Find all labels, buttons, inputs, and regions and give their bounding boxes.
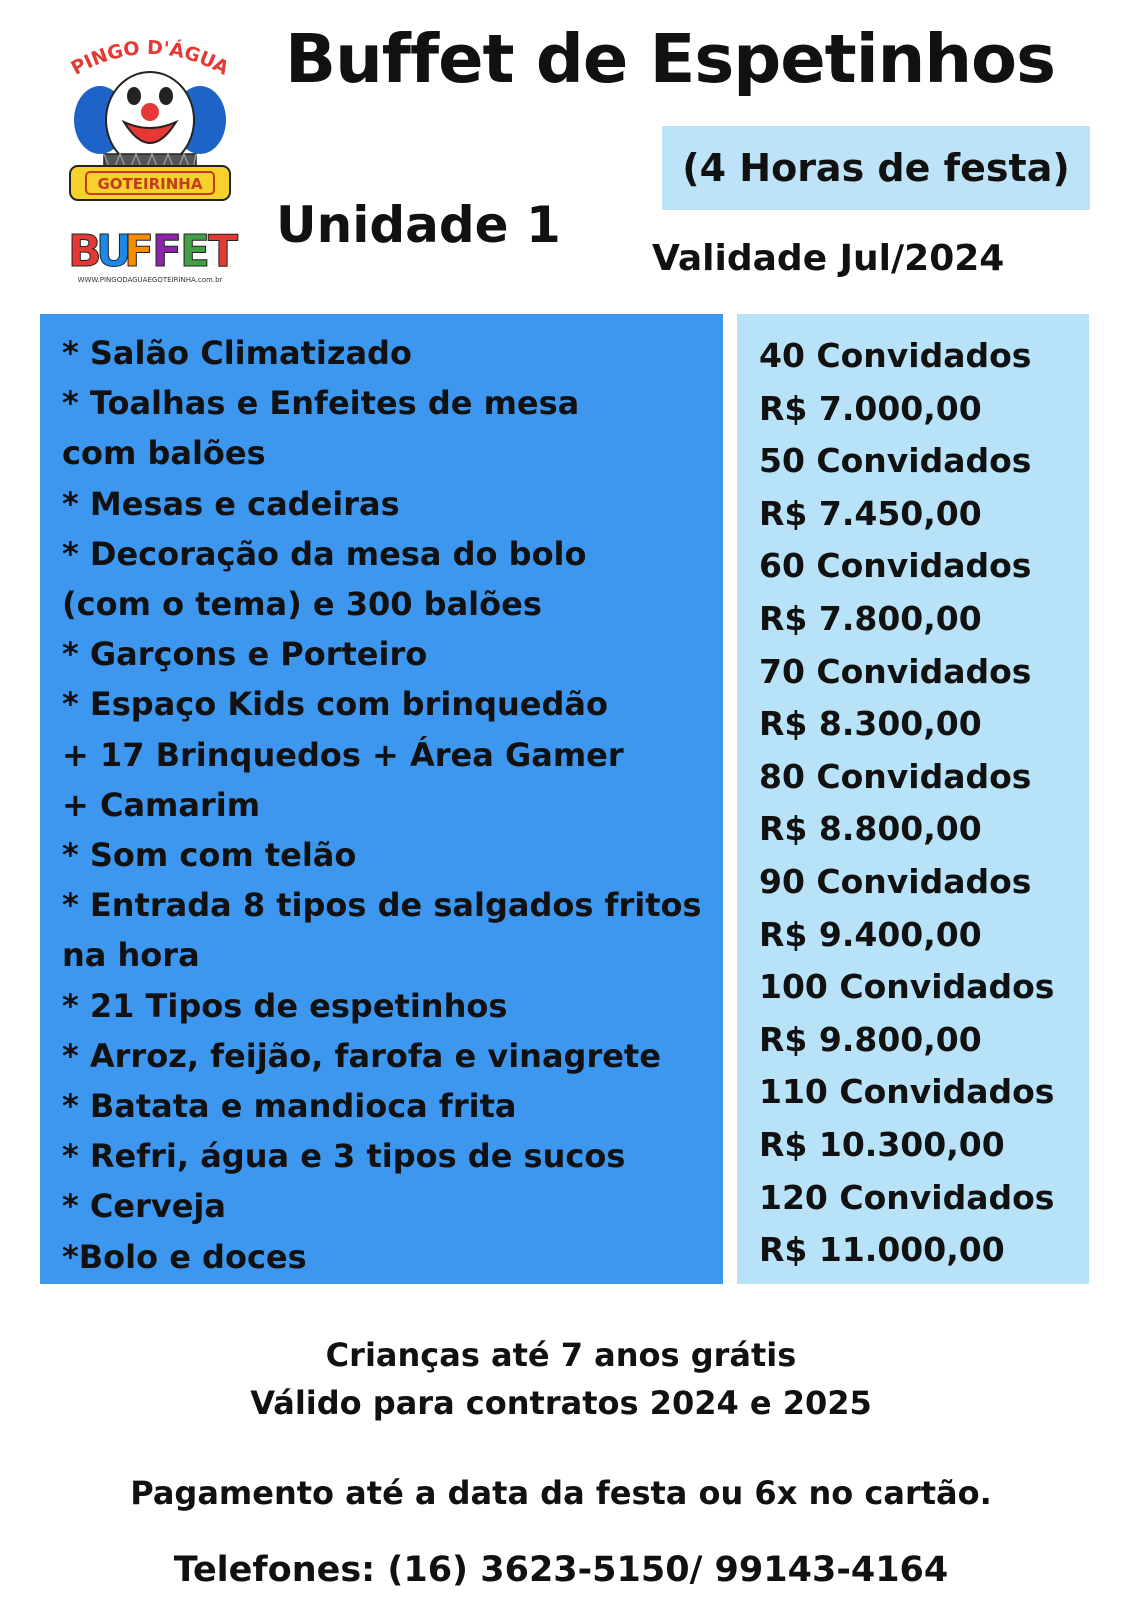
package-price: R$ 8.300,00 <box>759 704 982 744</box>
logo-brand-text <box>68 226 238 277</box>
clown-logo-graphic <box>60 34 240 290</box>
feature-item: * Som com telão <box>62 836 357 875</box>
logo-brand-letter: F <box>124 226 155 277</box>
logo-banner-text: GOTEIRINHA <box>97 175 203 193</box>
package-price: R$ 7.450,00 <box>759 493 982 533</box>
validity-label: Validade Jul/2024 <box>652 238 1005 279</box>
logo-brand-letter: B <box>68 226 102 277</box>
feature-item: * Decoração da mesa do bolo <box>62 534 587 573</box>
feature-item: *Bolo e doces <box>62 1237 307 1276</box>
feature-item: (com o tema) e 300 balões <box>62 585 542 624</box>
guest-count: 40 Convidados <box>759 336 1032 375</box>
feature-item: * 21 Tipos de espetinhos <box>62 986 508 1025</box>
page-title: Buffet de Espetinhos <box>285 20 1055 98</box>
feature-item: * Arroz, feijão, farofa e vinagrete <box>62 1036 661 1075</box>
package-price: R$ 7.000,00 <box>759 388 982 428</box>
features-panel <box>40 314 723 1284</box>
feature-item: na hora <box>62 936 200 975</box>
guest-count: 120 Convidados <box>759 1177 1055 1217</box>
guest-count: 70 Convidados <box>759 651 1032 691</box>
duration-badge <box>662 126 1090 210</box>
pricing-list <box>737 314 1089 1277</box>
buffet-logo <box>60 34 240 290</box>
feature-item: com balões <box>62 434 266 473</box>
contracts-note: Válido para contratos 2024 e 2025 <box>250 1384 872 1422</box>
feature-item: * Batata e mandioca frita <box>62 1087 517 1126</box>
package-price: R$ 7.800,00 <box>759 598 982 638</box>
pricing-panel <box>737 314 1089 1284</box>
feature-item: * Cerveja <box>62 1187 226 1226</box>
feature-item: * Refri, água e 3 tipos de sucos <box>62 1137 626 1176</box>
feature-item: * Toalhas e Enfeites de mesa <box>62 384 580 423</box>
package-price: R$ 9.800,00 <box>759 1019 982 1059</box>
unit-label: Unidade 1 <box>276 196 561 254</box>
package-price: R$ 11.000,00 <box>759 1230 1005 1270</box>
guest-count: 90 Convidados <box>759 861 1032 901</box>
guest-count: 50 Convidados <box>759 441 1032 481</box>
features-list <box>40 314 723 1282</box>
logo-top-text: PINGO D'ÁGUA <box>67 36 233 80</box>
phone-numbers: Telefones: (16) 3623-5150/ 99143-4164 <box>173 1550 949 1590</box>
guest-count: 80 Convidados <box>759 756 1032 796</box>
guest-count: 100 Convidados <box>759 967 1055 1007</box>
feature-item: * Garçons e Porteiro <box>62 635 428 674</box>
feature-item: * Mesas e cadeiras <box>62 484 400 523</box>
feature-item: * Salão Climatizado <box>62 334 412 372</box>
feature-item: * Espaço Kids com brinquedão <box>62 685 608 724</box>
kids-free-note: Crianças até 7 anos grátis <box>325 1336 797 1374</box>
feature-item: * Entrada 8 tipos de salgados fritos <box>62 886 702 925</box>
logo-url-text: WWW.PINGODAGUAEGOTEIRINHA.com.br <box>77 276 223 284</box>
payment-note: Pagamento até a data da festa ou 6x no cartão. <box>130 1474 992 1512</box>
guest-count: 110 Convidados <box>759 1072 1055 1112</box>
package-price: R$ 10.300,00 <box>759 1124 1005 1164</box>
package-price: R$ 8.800,00 <box>759 809 982 849</box>
duration-label: (4 Horas de festa) <box>682 146 1070 190</box>
logo-brand-letter: U <box>96 226 132 277</box>
logo-brand-letter: E <box>180 226 211 277</box>
feature-item: + Camarim <box>62 785 261 824</box>
logo-brand-letter: F <box>152 226 183 277</box>
guest-count: 60 Convidados <box>759 546 1032 586</box>
logo-brand-letter: T <box>208 226 239 277</box>
package-price: R$ 9.400,00 <box>759 914 982 954</box>
feature-item: + 17 Brinquedos + Área Gamer <box>62 735 624 774</box>
